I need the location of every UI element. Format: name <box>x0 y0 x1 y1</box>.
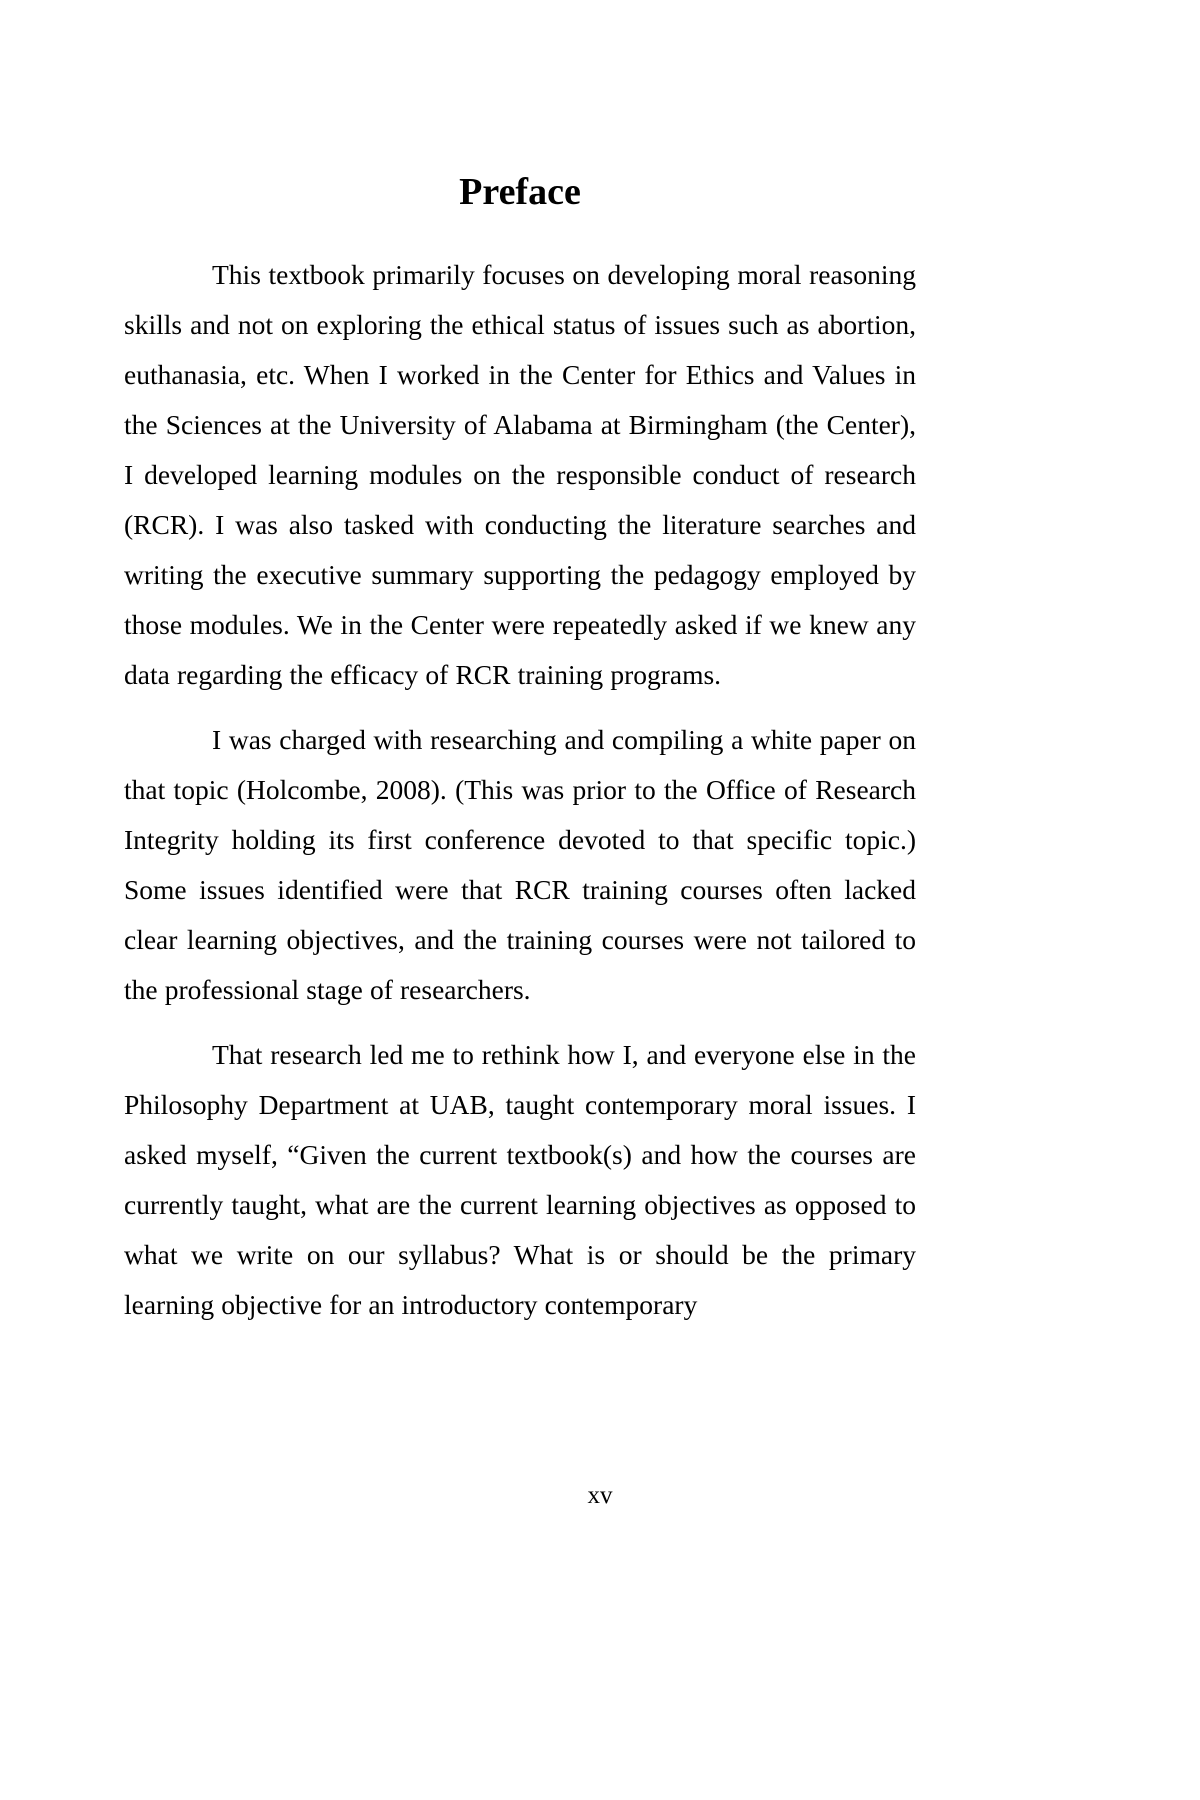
paragraph: This textbook primarily focuses on developing moral reasoning skills and not on exploring the ethical status of issues such as abortion, euthanasia, etc. When I worked in the Center for Ethics and Values in the Sciences at the University of Alabama at Birmingham (the Center), I developed learning modules on the responsible conduct of research (RCR). I was also tasked with conducting the literature searches and writing the executive summary supporting the pedagogy employed by those modules. We in the Center were repeatedly asked if we knew any data regarding the efficacy of RCR training programs. <box>124 258 916 690</box>
page-content <box>124 0 916 1330</box>
body-text <box>124 250 916 1330</box>
page-title: Preface <box>459 171 581 213</box>
paragraph: That research led me to rethink how I, and everyone else in the Philosophy Department at UAB, taught contemporary moral issues. I asked myself, “Given the current textbook(s) and how the courses are currently taught, what are the current learning objectives as opposed to what we write on our syllabus? What is or should be the primary learning objective for an introductory contemporary <box>124 1038 916 1320</box>
paragraph: I was charged with researching and compiling a white paper on that topic (Holcombe, 2008). (This was prior to the Office of Research Integrity holding its first conference devoted to that specific topic.) Some issues identified were that RCR training courses often lacked clear learning objectives, and the training courses were not tailored to the professional stage of researchers. <box>124 723 916 1005</box>
page-number: xv <box>587 1482 613 1509</box>
